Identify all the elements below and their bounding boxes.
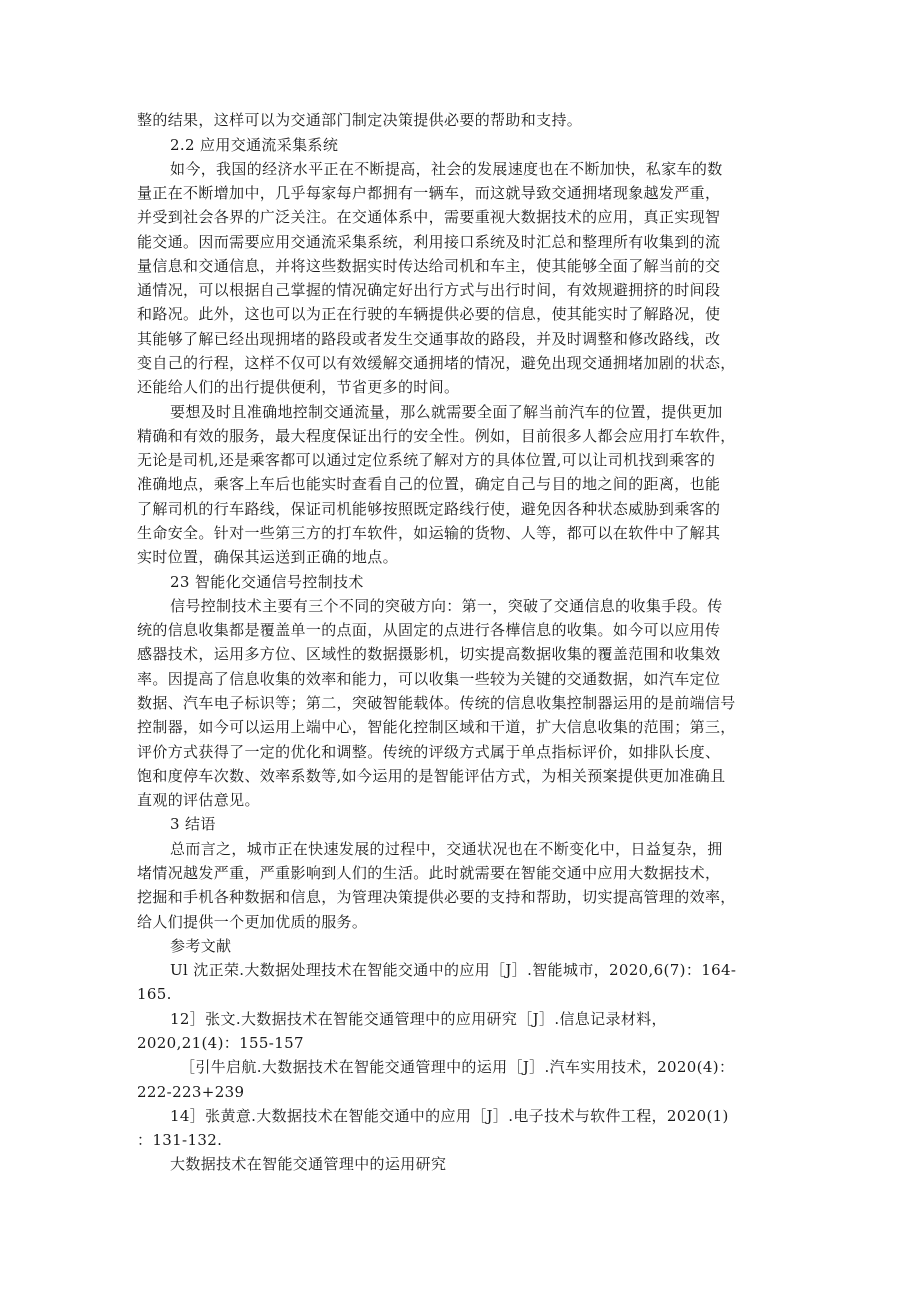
text-line: 参考文献 bbox=[170, 936, 232, 955]
text-line: 要想及时且准确地控制交通流量，那么就需要全面了解当前汽车的位置，提供更加 bbox=[170, 402, 723, 421]
text-line: 准确地点，乘客上车后也能实时查看自己的位置，确定自己与目的地之间的距离，也能 bbox=[137, 475, 721, 494]
text-line: 整的结果，这样可以为交通部门制定决策提供必要的帮助和支持。 bbox=[137, 111, 583, 129]
text-line: 堵情况越发严重，严重影响到人们的生活。此时就需要在智能交通中应用大数据技术， bbox=[137, 864, 721, 882]
text-line: 其能够了解已经出现拥堵的路段或者发生交通事故的路段，并及时调整和修改路线，改 bbox=[137, 329, 721, 348]
text-line: 量正在不断增加中，几乎每家每户都拥有一辆车，而这就导致交通拥堵现象越发严重， bbox=[137, 184, 721, 202]
text-line: 如今，我国的经济水平正在不断提高，社会的发展速度也在不断加快，私家车的数 bbox=[170, 159, 723, 178]
text-line: 量信息和交通信息，并将这些数据实时传达给司机和车主，使其能够全面了解当前的交 bbox=[137, 256, 721, 275]
text-line: 生命安全。针对一些第三方的打车软件，如运输的货物、人等，都可以在软件中了解其 bbox=[137, 524, 721, 542]
text-line: 并受到社会各界的广泛关注。在交通体系中，需要重视大数据技术的应用，真正实现智 bbox=[137, 208, 721, 227]
text-line: 3 结语 bbox=[170, 815, 216, 834]
text-line: 总而言之，城市正在快速发展的过程中，交通状况也在不断变化中，日益复杂，拥 bbox=[170, 839, 723, 858]
text-line: 通情况，可以根据自己掌握的情况确定好出行方式与出行时间，有效规避拥挤的时间段 bbox=[137, 281, 721, 299]
text-line: 率。因提高了信息收集的效率和能力，可以收集一些较为关键的交通数据，如汽车定位 bbox=[137, 669, 721, 688]
text-line: 能交通。因而需要应用交通流采集系统，利用接口系统及时汇总和整理所有收集到的流 bbox=[137, 232, 721, 251]
text-line: 2.2 应用交通流采集系统 bbox=[170, 135, 339, 154]
text-line: 挖掘和手机各种数据和信息，为管理决策提供必要的支持和帮助，切实提高管理的效率， bbox=[137, 888, 736, 907]
text-line: 统的信息收集都是覆盖单一的点面，从固定的点进行各樺信息的收集。如今可以应用传 bbox=[137, 621, 721, 639]
text-line: ［引牛启航.大数据技术在智能交通管理中的运用［J］.汽车实用技术，2020(4)： bbox=[180, 1058, 735, 1077]
text-line: 大数据技术在智能交通管理中的运用研究 bbox=[170, 1155, 447, 1174]
text-line: 222-223+239 bbox=[137, 1082, 245, 1101]
text-line: 14］张黄意.大数据技术在智能交通中的应用［J］.电子技术与软件工程，2020(1) bbox=[170, 1106, 729, 1125]
text-line: 165. bbox=[137, 985, 172, 1004]
text-line: 精确和有效的服务，最大程度保证出行的安全性。例如，目前很多人都会应用打车软件， bbox=[137, 426, 736, 445]
text-line: ：131-132. bbox=[137, 1131, 223, 1149]
text-line: 信号控制技术主要有三个不同的突破方向：第一，突破了交通信息的收集手段。传 bbox=[170, 596, 723, 615]
text-line: 直观的评估意见。 bbox=[137, 791, 260, 809]
text-line: 控制器，如今可以运用上端中心，智能化控制区域和干道，扩大信息收集的范围；第三， bbox=[137, 718, 736, 737]
text-line: 实时位置，确保其运送到正确的地点。 bbox=[137, 548, 398, 567]
text-line: 2020,21(4)：155-157 bbox=[137, 1034, 304, 1052]
text-line: 变自己的行程，这样不仅可以有效缓解交通拥堵的情况，避免出现交通拥堵加剧的状态， bbox=[137, 354, 736, 372]
text-line: 23 智能化交通信号控制技术 bbox=[170, 572, 364, 591]
text-line: 12］张文.大数据技术在智能交通管理中的应用研究［J］.信息记录材料， bbox=[170, 1009, 667, 1028]
text-line: 给人们提供一个更加优质的服务。 bbox=[137, 912, 368, 931]
text-line: 评价方式获得了一定的优化和调整。传统的评级方式属于单点指标评价，如排队长度、 bbox=[137, 742, 721, 761]
text-line: Ul 沈正荣.大数据处理技术在智能交通中的应用［J］.智能城市，2020,6(7)：164- bbox=[170, 961, 737, 979]
text-line: 了解司机的行车路线，保证司机能够按照既定路线行使，避免因各种状态威胁到乘客的 bbox=[137, 499, 721, 518]
text-line: 无论是司机,还是乘客都可以通过定位系统了解对方的具体位置,可以让司机找到乘客的 bbox=[137, 451, 716, 469]
text-line: 饱和度停车次数、效率系数等,如今运用的是智能评估方式，为相关预案提供更加准确且 bbox=[137, 766, 726, 785]
text-line: 和路况。此外，这也可以为正在行驶的车辆提供必要的信息，使其能实时了解路况，使 bbox=[137, 305, 721, 324]
text-line: 数据、汽车电子标识等；第二，突破智能载体。传统的信息收集控制器运用的是前端信号 bbox=[137, 694, 736, 712]
text-line: 感器技术，运用多方位、区域性的数据摄影机，切实提高数据收集的覆盖范围和收集效 bbox=[137, 645, 721, 664]
text-line: 还能给人们的出行提供便利，节省更多的时间。 bbox=[137, 378, 460, 397]
